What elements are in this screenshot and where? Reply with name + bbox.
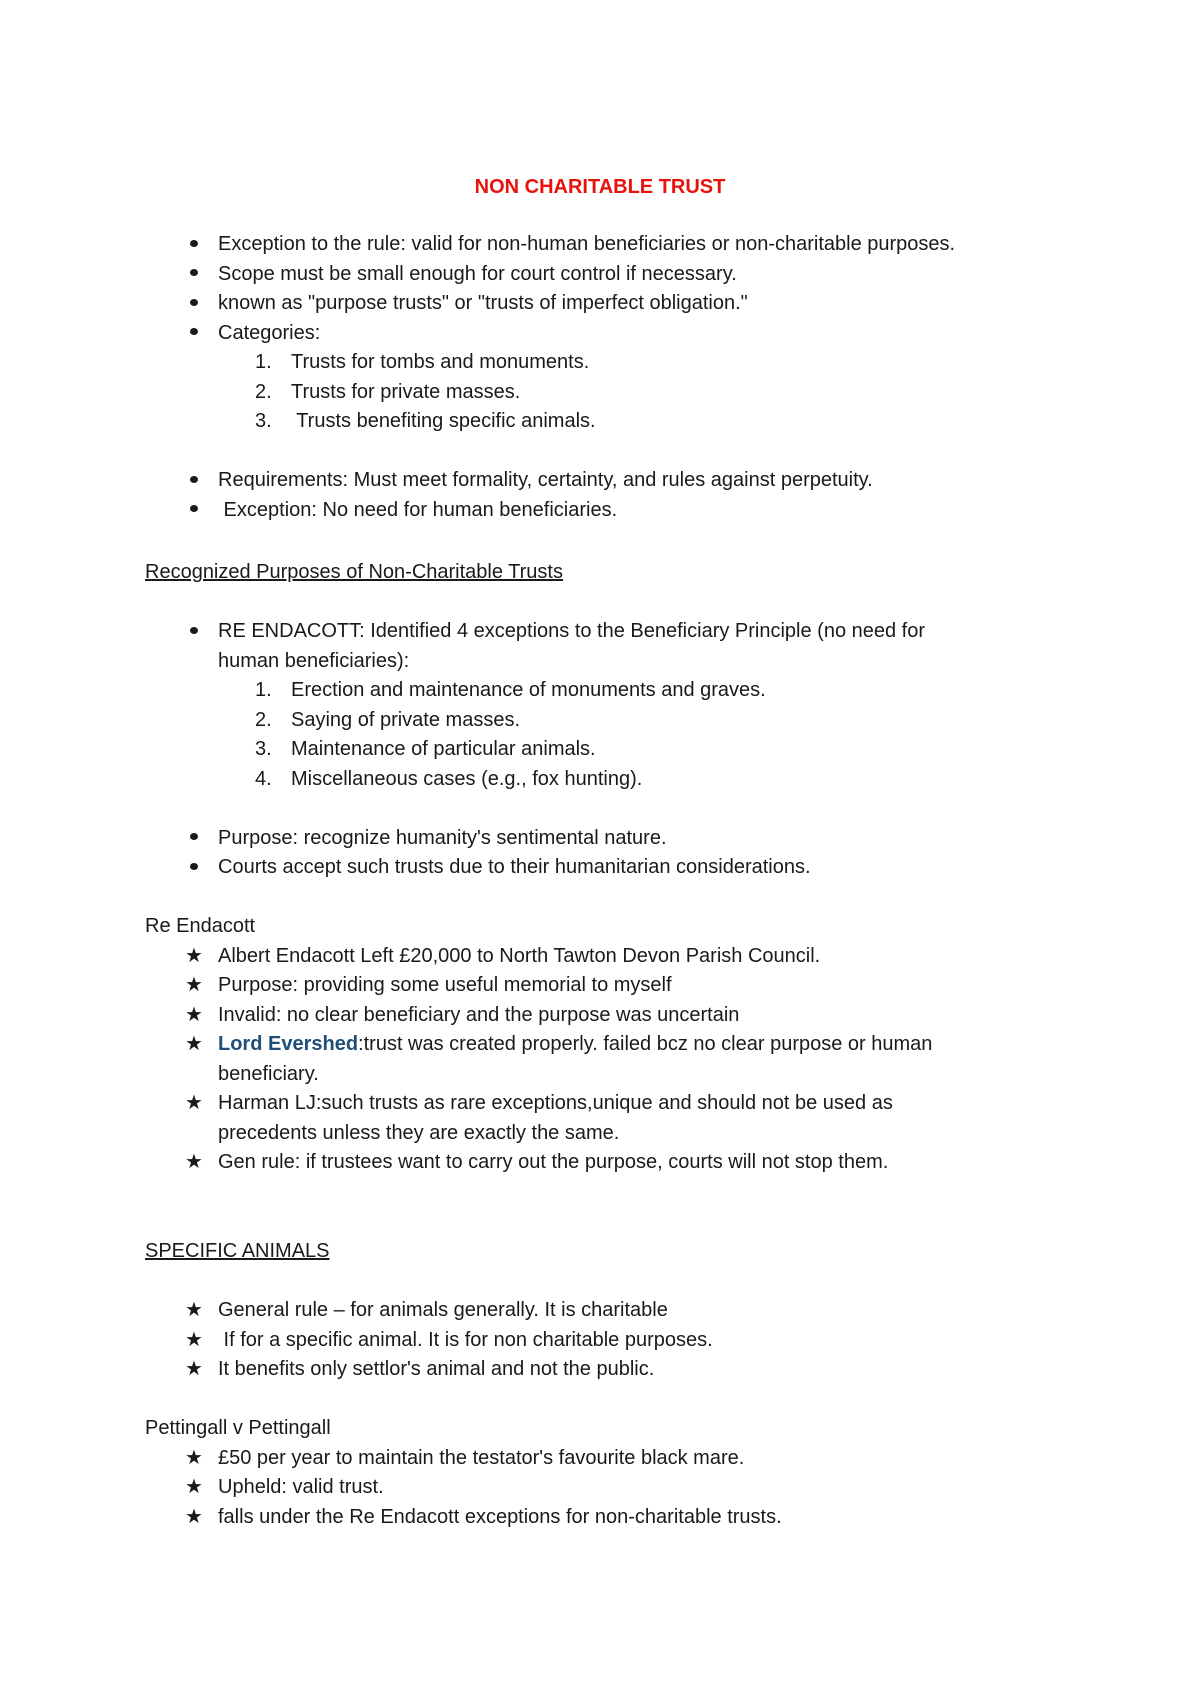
list-item: ★ Lord Evershed:trust was created properly. failed bcz no clear purpose or human — [145, 1030, 1045, 1060]
bullet-icon — [190, 269, 198, 276]
recognized-purposes-section — [145, 558, 1045, 883]
star-icon: ★ — [185, 1003, 203, 1026]
list-item: Purpose: recognize humanity's sentimental nature. — [145, 824, 1045, 854]
list-item: ★ If for a specific animal. It is for non charitable purposes. — [145, 1326, 1045, 1356]
bullet-icon — [190, 240, 198, 247]
numbered-item: 2. Trusts for private masses. — [255, 380, 521, 403]
list-item: ★ Harman LJ:such trusts as rare exceptions,unique and should not be used as — [145, 1089, 1045, 1119]
list-item: Exception: No need for human beneficiaries. — [145, 496, 1045, 526]
list-item: Requirements: Must meet formality, certainty, and rules against perpetuity. — [145, 466, 1045, 496]
star-icon: ★ — [185, 1505, 203, 1528]
list-item: ★ Upheld: valid trust. — [145, 1473, 1045, 1503]
star-icon: ★ — [185, 1299, 203, 1321]
numbered-item: 3. Maintenance of particular animals. — [255, 738, 596, 760]
star-icon: ★ — [185, 1358, 203, 1380]
bullet-icon — [190, 505, 198, 512]
section-heading: Pettingall v Pettingall — [145, 1417, 331, 1439]
bullet-icon — [190, 328, 198, 335]
list-item: Exception to the rule: valid for non-human beneficiaries or non-charitable purposes. — [145, 230, 1045, 260]
list-item: ★ falls under the Re Endacott exceptions for non-charitable trusts. — [145, 1503, 1045, 1533]
specific-animals-section — [145, 1237, 1045, 1385]
list-item: RE ENDACOTT: Identified 4 exceptions to the Beneficiary Principle (no need for — [145, 617, 1045, 647]
numbered-item: 4. Miscellaneous cases (e.g., fox hunting). — [255, 767, 643, 790]
numbered-item: 3. Trusts benefiting specific animals. — [255, 410, 596, 432]
list-item: ★ Albert Endacott Left £20,000 to North Tawton Devon Parish Council. — [145, 942, 1045, 972]
section-heading: SPECIFIC ANIMALS — [145, 1240, 330, 1262]
star-icon: ★ — [185, 1476, 203, 1498]
list-item-continuation: beneficiary. — [218, 1062, 319, 1085]
list-item: ★ £50 per year to maintain the testator's favourite black mare. — [145, 1444, 1045, 1474]
star-icon: ★ — [185, 1092, 203, 1114]
list-item-continuation: human beneficiaries): — [218, 649, 410, 672]
list-item: Scope must be small enough for court control if necessary. — [145, 260, 1045, 290]
numbered-item: 2. Saying of private masses. — [255, 708, 520, 731]
intro-section — [145, 230, 1045, 525]
star-icon: ★ — [185, 944, 203, 967]
star-icon: ★ — [185, 1446, 203, 1469]
list-item: ★ Invalid: no clear beneficiary and the purpose was uncertain — [145, 1001, 1045, 1031]
section-heading: Re Endacott — [145, 915, 256, 937]
re-endacott-section — [145, 912, 1045, 1178]
list-item-continuation: precedents unless they are exactly the same. — [218, 1121, 620, 1144]
bullet-icon — [190, 863, 198, 870]
bullet-icon — [190, 627, 198, 634]
section-heading: Recognized Purposes of Non-Charitable Trusts — [145, 561, 563, 583]
bullet-icon — [190, 299, 198, 306]
star-icon: ★ — [185, 1033, 203, 1055]
list-item: ★ It benefits only settlor's animal and not the public. — [145, 1355, 1045, 1385]
list-item: ★ Gen rule: if trustees want to carry out the purpose, courts will not stop them. — [145, 1148, 1045, 1178]
star-icon: ★ — [185, 1151, 203, 1173]
list-item: known as "purpose trusts" or "trusts of imperfect obligation." — [145, 289, 1045, 319]
pettingall-section — [145, 1414, 1045, 1532]
list-item: ★ Purpose: providing some useful memorial to myself — [145, 971, 1045, 1001]
numbered-item: 1. Trusts for tombs and monuments. — [255, 351, 590, 373]
list-item: ★ General rule – for animals generally. It is charitable — [145, 1296, 1045, 1326]
page-title: NON CHARITABLE TRUST — [474, 176, 726, 198]
star-icon: ★ — [185, 974, 203, 996]
list-item: Categories: — [145, 319, 1045, 349]
numbered-item: 1. Erection and maintenance of monuments and graves. — [255, 679, 766, 701]
list-item: Courts accept such trusts due to their humanitarian considerations. — [145, 853, 1045, 883]
judge-name: Lord Evershed — [218, 1033, 359, 1055]
star-icon: ★ — [185, 1328, 203, 1351]
bullet-icon — [190, 833, 198, 840]
bullet-icon — [190, 476, 198, 483]
